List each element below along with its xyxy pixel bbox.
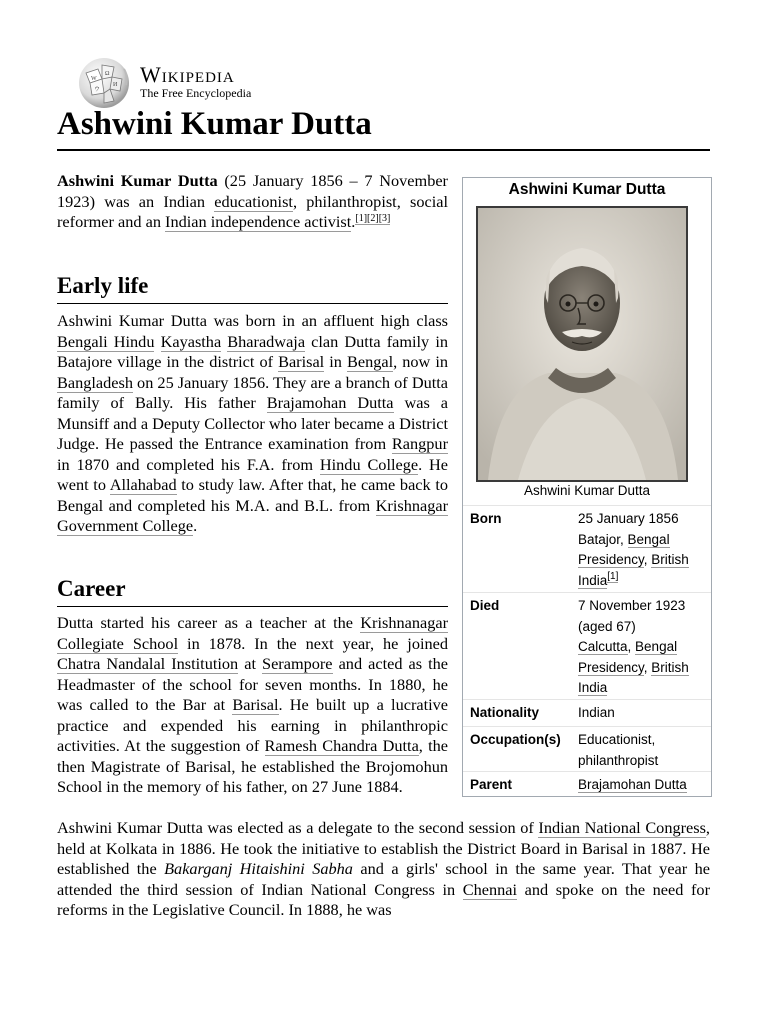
label-occupation: Occupation(s): [470, 732, 561, 747]
early-life-paragraph: [57, 311, 448, 537]
wikipedia-wordmark[interactable]: Wikipedia: [140, 62, 235, 87]
career-paragraph-1: [57, 613, 448, 798]
infobox-row-nationality: [463, 699, 711, 726]
value-occupation: Educationist, philanthropist: [578, 732, 659, 768]
infobox-row-died: [463, 592, 711, 699]
text-run: to study law. After that, he came back to Bengal and completed his M.A. and B.L. from: [57, 475, 448, 515]
text-run: Ashwini Kumar Dutta was elected as a delegate to the second session of: [57, 818, 539, 837]
link-kayastha[interactable]: Kayastha: [160, 331, 222, 351]
link-british-india[interactable]: British India: [578, 552, 689, 588]
link-indian-independence-activist[interactable]: Indian independence activist: [165, 212, 352, 231]
wikipedia-tagline: The Free Encyclopedia: [140, 86, 252, 100]
label-died: Died: [470, 598, 500, 613]
heading-early-life: Early life: [57, 273, 448, 304]
reference-links[interactable]: [1][2][3]: [355, 212, 391, 224]
link-calcutta[interactable]: Calcutta: [578, 639, 628, 654]
text-run: ,: [643, 659, 652, 675]
label-parent: Parent: [470, 777, 513, 792]
link-krishnanagar-collegiate-school[interactable]: Krishnanagar Collegiate School: [57, 613, 448, 653]
text-run: on 25 January 1856. They are a branch of Dutta family of Bally. His father: [57, 372, 448, 412]
link-krishnagar-government-college[interactable]: Krishnagar Government College: [57, 495, 448, 535]
infobox-row-born: [463, 505, 711, 592]
value-parent: [578, 775, 706, 796]
link-parent-brajamohan-dutta[interactable]: Brajamohan Dutta: [578, 777, 687, 792]
link-chennai[interactable]: Chennai: [462, 879, 517, 899]
intro-paragraph: [57, 171, 448, 233]
link-brajamohan-dutta[interactable]: Brajamohan Dutta: [266, 393, 394, 412]
text-run: at: [238, 654, 263, 673]
text-run: , held at Kolkata in 1886. He took the initiative to establish the District Board in Barisal in 1887. He established the: [57, 818, 710, 878]
text-run: (25 January 1856 – 7 November 1923) was an Indian: [57, 171, 448, 211]
text-run: , the then Magistrate of Barisal, he established the Brojomohun School in the memory of his father, on 27 June 1884.: [57, 736, 448, 796]
link-bengal[interactable]: Bengal: [346, 352, 394, 371]
text-run: in: [324, 352, 347, 371]
text-run: clan Dutta family in Batajore village in the district of: [57, 331, 448, 371]
text-run: . He built up a lucrative practice and expended his earning in philanthropic activities. At the suggestion of: [57, 695, 449, 755]
infobox: [462, 177, 712, 797]
link-serampore[interactable]: Serampore: [262, 654, 333, 673]
career-paragraph-2: [57, 818, 710, 921]
portrait-caption: Ashwini Kumar Dutta: [523, 483, 651, 498]
died-age: (aged 67): [578, 618, 636, 634]
link-bengali-hindu[interactable]: Bengali Hindu: [57, 331, 155, 351]
text-run: Dutta started his career as a teacher at the: [57, 613, 361, 632]
text-run: ,: [643, 552, 652, 567]
value-nationality: Indian: [578, 705, 615, 720]
value-died: [578, 596, 706, 699]
text-run: .: [193, 516, 198, 535]
text-run: in 1878. In the next year, he joined: [178, 633, 448, 653]
italic-sabha-name: Bakarganj Hitaishini Sabha: [164, 859, 353, 878]
link-chatra-nandalal-institution[interactable]: Chatra Nandalal Institution: [57, 654, 239, 673]
link-barisal[interactable]: Barisal: [278, 352, 325, 371]
value-born: [578, 509, 706, 591]
text-run: [154, 332, 160, 351]
wikipedia-globe-logo[interactable]: [76, 55, 132, 111]
link-educationist[interactable]: educationist: [214, 191, 293, 211]
text-run: .: [351, 212, 356, 231]
link-rangpur[interactable]: Rangpur: [391, 434, 448, 453]
text-run: and acted as the Headmaster of the school for seven months. In 1880, he was called to the Bar at: [57, 654, 448, 714]
svg-text:W: W: [91, 76, 97, 82]
link-hindu-college[interactable]: Hindu College: [319, 454, 419, 474]
infobox-row-parent: [463, 771, 711, 796]
infobox-title: Ashwini Kumar Dutta: [508, 181, 666, 198]
infobox-row-occupation: [463, 726, 711, 771]
svg-text:Ω: Ω: [105, 71, 110, 77]
link-bharadwaja[interactable]: Bharadwaja: [227, 331, 306, 351]
link-indian-national-congress[interactable]: Indian National Congress: [538, 818, 706, 837]
svg-text:ウ: ウ: [94, 87, 101, 93]
heading-career: Career: [57, 576, 448, 607]
text-run: , philanthropist, social reformer and an: [57, 191, 448, 231]
text-run: . He went to: [57, 454, 449, 494]
text-run: in 1870 and completed his F.A. from: [57, 454, 320, 474]
reference-link[interactable]: [1]: [607, 571, 619, 582]
link-bengal-presidency-2[interactable]: Bengal Presidency: [578, 639, 678, 675]
portrait-photo[interactable]: [476, 206, 688, 482]
text-run: ,: [627, 639, 636, 654]
text-run: , now in: [393, 352, 448, 371]
page-title: Ashwini Kumar Dutta: [57, 106, 710, 151]
subject-name: Ashwini Kumar Dutta: [57, 171, 218, 190]
link-bengal-presidency[interactable]: Bengal Presidency: [578, 531, 670, 567]
died-date: 7 November 1923: [578, 598, 686, 613]
link-bangladesh[interactable]: Bangladesh: [57, 372, 133, 392]
text-run: and a girls' school in the same year. That year he attended the third session of Indian National Congress in: [57, 859, 710, 899]
text-run: Ashwini Kumar Dutta was born in an affluent high class: [57, 311, 448, 330]
link-barisal-2[interactable]: Barisal: [232, 695, 279, 714]
link-ramesh-chandra-dutta[interactable]: Ramesh Chandra Dutta: [264, 736, 419, 755]
text-run: was a Munsiff and a Deputy Collector who later became a District Judge. He passed the Entrance examination from: [57, 393, 449, 453]
born-date: 25 January 1856: [578, 511, 679, 526]
link-british-india-2[interactable]: British India: [578, 659, 689, 695]
text-run: Batajor,: [578, 531, 628, 547]
svg-text:И: И: [113, 82, 118, 88]
text-run: and spoke on the need for reforms in the Legislative Council. In 1888, he was: [57, 879, 710, 919]
link-allahabad[interactable]: Allahabad: [109, 475, 177, 494]
label-nationality: Nationality: [470, 705, 540, 720]
label-born: Born: [470, 511, 502, 526]
